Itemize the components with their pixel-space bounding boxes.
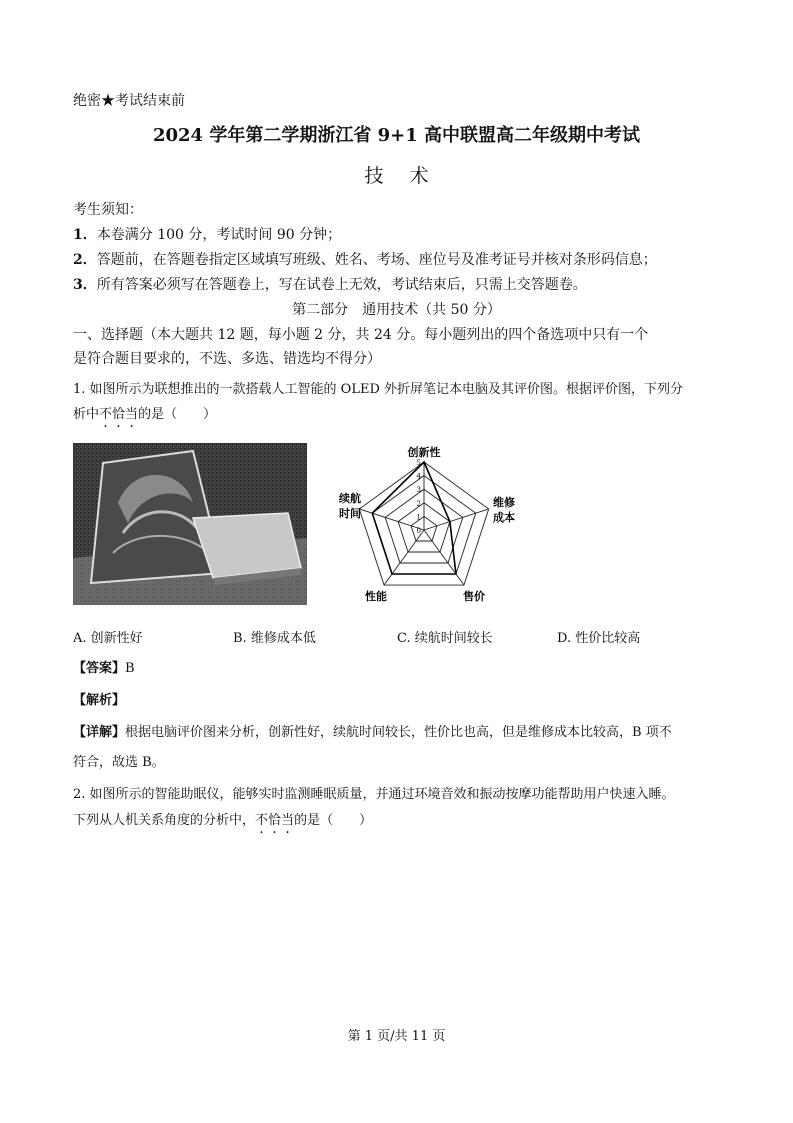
notice-item: 1．本卷满分 100 分，考试时间 90 分钟； [73,227,342,243]
q1-detail: 符合，故选 B。 [73,755,165,770]
section-intro: 一、选择题（本大题共 12 题，每小题 2 分，共 24 分。每小题列出的四个备选项中只有一个 [73,327,649,343]
radar-tick-label: 2 [416,499,421,508]
radar-tick-label: 5 [416,459,421,467]
part-title: 第二部分 通用技术（共 50 分） [292,302,501,318]
laptop-photo [73,443,307,605]
q1-stem: 1. 如图所示为联想推出的一款搭载人工智能的 OLED 外折屏笔记本电脑及其评价图。根据评价图，下列分 [73,382,684,397]
radar-tick-label: 4 [416,472,421,481]
radar-label-battery: 时间 [339,507,361,520]
radar-label-price: 售价 [463,590,485,603]
q1-detail: 【详解】根据电脑评价图来分析，创新性好，续航时间较长，性价比也高，但是维修成本比较高，B 项不 [73,725,672,740]
radar-tick-label: 0 [416,527,421,535]
confidential-mark: 绝密★考试结束前 [73,93,185,109]
radar-chart [328,440,528,610]
section-intro: 是符合题目要求的，不选、多选、错选均不得分） [73,351,381,367]
subject-title: 技术 [364,165,455,187]
radar-label-repair-cost: 成本 [493,511,515,524]
q1-analysis-label: 【解析】 [73,693,126,708]
notice-heading: 考生须知： [73,202,143,218]
q1-answer: 【答案】B [73,661,135,676]
q2-stem: 2. 如图所示的智能助眠仪，能够实时监测睡眠质量，并通过环境音效和振动按摩功能帮助用户快速入睡。 [73,787,675,802]
q1-stem: 析中不恰当的是（ ） [73,407,217,422]
q1-option-a[interactable]: A. 创新性好 [73,631,143,646]
exam-title: 2024 学年第二学期浙江省 9+1 高中联盟高二年级期中考试 [152,125,641,146]
notice-item: 3．所有答案必须写在答题卷上，写在试卷上无效，考试结束后，只需上交答题卷。 [73,277,587,293]
notice-item: 2．答题前，在答题卷指定区域填写班级、姓名、考场、座位号及准考证号并核对条形码信息； [73,252,657,268]
radar-label-battery: 续航 [339,492,361,505]
radar-tick-label: 3 [416,486,421,495]
radar-label-repair-cost: 维修 [493,496,515,509]
q2-stem: 下列从人机关系角度的分析中，不恰当的是（ ） [73,813,373,828]
q1-option-d[interactable]: D. 性价比较高 [557,631,641,646]
q1-option-c[interactable]: C. 续航时间较长 [397,631,493,646]
page-footer: 第 1 页/共 11 页 [347,1029,446,1044]
radar-label-performance: 性能 [365,590,387,603]
q1-option-b[interactable]: B. 维修成本低 [233,631,316,646]
radar-label-innovation: 创新性 [407,446,441,459]
radar-tick-label: 1 [416,513,421,522]
